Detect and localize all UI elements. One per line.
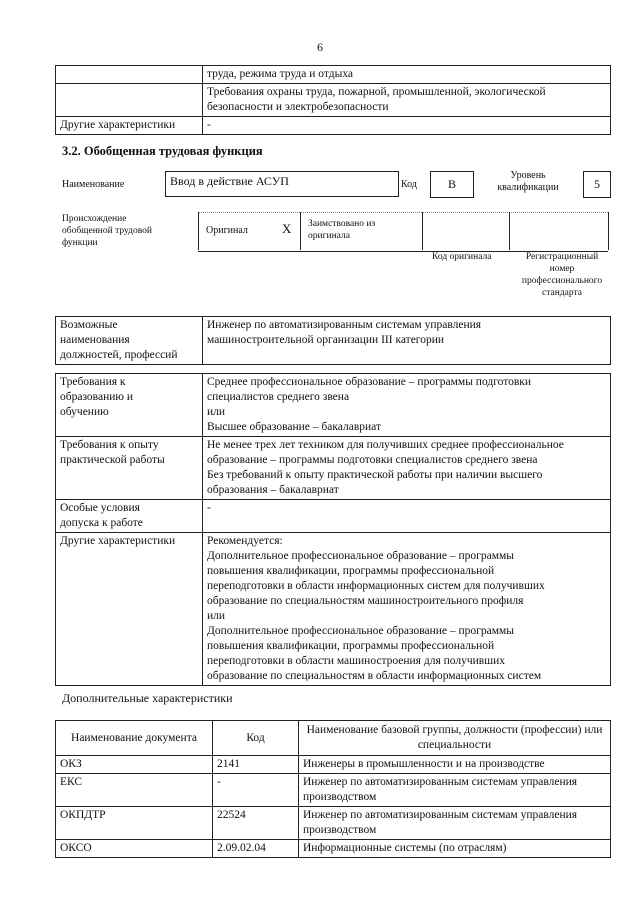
origin-divider (509, 212, 510, 250)
requirement-value (203, 374, 611, 437)
level-value-box (583, 171, 611, 198)
origin-divider (422, 212, 423, 250)
table-row (56, 807, 611, 840)
name-label: Наименование (62, 179, 125, 190)
text-line: - (207, 502, 211, 514)
text-line: Особые условия (60, 502, 140, 514)
code-cell: 22524 (213, 807, 299, 840)
text-line: переподготовки в области информационных систем для получивших (207, 580, 545, 592)
column-header: Наименование базовой группы, должности (профессии) или специальности (299, 721, 611, 756)
code-value: B (447, 177, 456, 191)
text-line: Требования к опыту (60, 439, 159, 451)
name-cell: Инженер по автоматизированным системам управления производством (299, 774, 611, 807)
doc-cell: ЕКС (56, 774, 213, 807)
level-label-line: Уровень (510, 170, 546, 181)
reg-line: стандарта (542, 288, 582, 298)
text-line: Высшее образование – бакалавриат (207, 421, 381, 433)
text-line: допуска к работе (60, 517, 143, 529)
row-label (56, 84, 203, 117)
origin-divider (300, 212, 301, 250)
requirement-value (203, 500, 611, 533)
row-label: Другие характеристики (56, 117, 203, 135)
text-line: образование по специальностям в области информационных систем (207, 670, 542, 682)
column-header: Наименование документа (56, 721, 213, 756)
text-line: обучению (60, 406, 109, 418)
table-row (56, 117, 611, 135)
reg-number-label (512, 251, 612, 299)
positions-label (56, 317, 203, 365)
text-line: Требования к (60, 376, 126, 388)
text-line: Возможные (60, 319, 118, 331)
requirement-label (56, 437, 203, 500)
table-row (56, 317, 611, 365)
table-header-row (56, 721, 611, 756)
text-line: безопасности и электробезопасности (207, 101, 389, 113)
origin-row (198, 212, 608, 252)
origin-label-line: обобщенной трудовой (62, 226, 152, 236)
origin-divider (608, 212, 609, 250)
code-value-box (430, 171, 474, 198)
text-line: наименования (60, 334, 130, 346)
code-label: Код (401, 179, 417, 190)
text-line: повышения квалификации, программы профессиональной (207, 640, 495, 652)
origin-label-line: Происхождение (62, 214, 127, 224)
name-value: Ввод в действие АСУП (170, 174, 289, 188)
table-row (56, 774, 611, 807)
text-line: переподготовки в области машиностроения для получивших (207, 655, 505, 667)
doc-cell: ОКЗ (56, 756, 213, 774)
text-line: должностей, профессий (60, 349, 178, 361)
text-line: Среднее профессиональное образование – программы подготовки (207, 376, 532, 388)
requirement-value (203, 437, 611, 500)
name-cell: Инженеры в промышленности и на производстве (299, 756, 611, 774)
row-value: - (203, 117, 611, 135)
text-line: образование – программы подготовки специалистов среднего звена (207, 454, 538, 466)
level-label-line: квалификации (497, 182, 559, 193)
doc-cell: ОКПДТР (56, 807, 213, 840)
origin-label (62, 213, 152, 249)
text-line: Дополнительное профессиональное образование – программы (207, 625, 514, 637)
table-row (56, 84, 611, 117)
table-row (56, 756, 611, 774)
text-line: специалистов среднего звена (207, 391, 350, 403)
name-cell: Информационные системы (по отраслям) (299, 840, 611, 858)
additional-table (55, 720, 611, 858)
level-label (488, 170, 568, 194)
requirement-label (56, 500, 203, 533)
origin-divider (198, 212, 199, 250)
text-line: Другие характеристики (60, 535, 176, 547)
reg-line: Регистрационный (525, 252, 599, 262)
text-line: практической работы (60, 454, 165, 466)
row-value (203, 66, 611, 84)
name-cell: Инженер по автоматизированным системам управления производством (299, 807, 611, 840)
page-number: 6 (317, 40, 323, 54)
text-line: Инженер по автоматизированным системам управления (207, 319, 482, 331)
origin-label-line: функции (62, 238, 98, 248)
table-row (56, 840, 611, 858)
table-row (56, 374, 611, 437)
text-line: Без требований к опыту практической работы при наличии высшего (207, 469, 543, 481)
positions-table (55, 316, 611, 365)
text-line: или (207, 610, 226, 622)
borrowed-label (308, 218, 375, 242)
text-line: машиностроительной организации III категории (207, 334, 445, 346)
column-header: Код (213, 721, 299, 756)
requirements-table (55, 373, 611, 686)
positions-value (203, 317, 611, 365)
additional-title: Дополнительные характеристики (62, 691, 233, 705)
borrowed-line: Заимствовано из (308, 219, 376, 229)
section-heading: 3.2. Обобщенная трудовая функция (62, 144, 263, 158)
text-line: повышения квалификации, программы профессиональной (207, 565, 495, 577)
code-cell: - (213, 774, 299, 807)
text-line: Дополнительное профессиональное образование – программы (207, 550, 514, 562)
row-value (203, 84, 611, 117)
text-line: образованию и (60, 391, 133, 403)
text-line: или (207, 406, 226, 418)
text-line: Не менее трех лет техником для получивших среднее профессиональное (207, 439, 564, 451)
text-line: труда, режима труда и отдыха (207, 68, 354, 80)
code-cell: 2.09.02.04 (213, 840, 299, 858)
level-value: 5 (594, 177, 600, 191)
text-line: Требования охраны труда, пожарной, промышленной, экологической (207, 86, 546, 98)
borrowed-line: оригинала (308, 231, 350, 241)
text-line: Рекомендуется: (207, 535, 283, 547)
original-mark: X (282, 221, 292, 236)
reg-line: профессионального (521, 276, 603, 286)
doc-cell: ОКСО (56, 840, 213, 858)
original-label: Оригинал (206, 225, 248, 236)
code-original-label: Код оригинала (432, 252, 492, 262)
code-cell: 2141 (213, 756, 299, 774)
row-label (56, 66, 203, 84)
requirement-value (203, 533, 611, 686)
table-row (56, 500, 611, 533)
text-line: образования – бакалавриат (207, 484, 339, 496)
name-value-box (165, 171, 399, 197)
table-row (56, 437, 611, 500)
reg-line: номер (549, 264, 575, 274)
requirement-label (56, 533, 203, 686)
table-row (56, 533, 611, 686)
top-table (55, 65, 611, 135)
requirement-label (56, 374, 203, 437)
text-line: образование по специальностям машиностроительного профиля (207, 595, 524, 607)
table-row (56, 66, 611, 84)
